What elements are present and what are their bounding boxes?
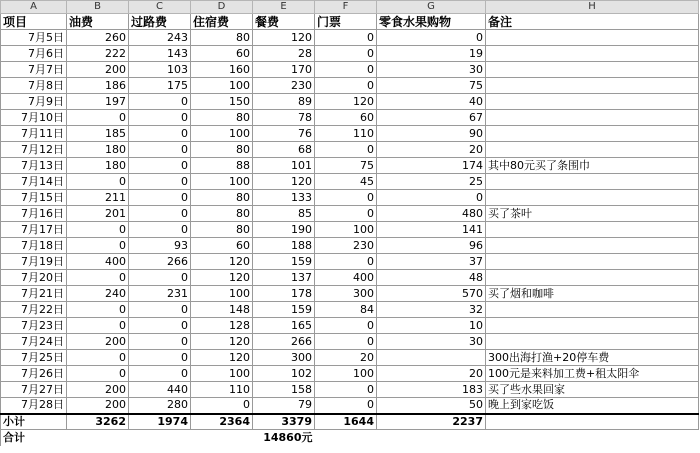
column-header-g[interactable]: G [377,1,486,14]
table-row [1,190,699,206]
total-label[interactable]: 合计 [1,430,67,446]
snacks-cell[interactable]: 30 [377,62,486,78]
note-cell[interactable]: 买了茶叶 [486,206,699,222]
oil-cell[interactable]: 180 [67,158,129,174]
date-cell[interactable]: 7月18日 [1,238,67,254]
table-row [1,110,699,126]
toll-cell[interactable]: 0 [129,158,191,174]
header-ticket[interactable]: 门票 [315,14,377,30]
ticket-cell[interactable]: 0 [315,206,377,222]
date-cell[interactable]: 7月25日 [1,350,67,366]
toll-cell[interactable]: 0 [129,190,191,206]
date-cell[interactable]: 7月26日 [1,366,67,382]
table-row [1,206,699,222]
toll-cell[interactable]: 0 [129,110,191,126]
column-header-h[interactable]: H [486,1,699,14]
lodging-cell[interactable]: 0 [191,398,253,414]
oil-cell[interactable]: 200 [67,334,129,350]
food-cell[interactable]: 76 [253,126,315,142]
lodging-cell[interactable]: 120 [191,350,253,366]
ticket-cell[interactable]: 0 [315,30,377,46]
date-cell[interactable]: 7月28日 [1,398,67,414]
note-cell[interactable] [486,238,699,254]
ticket-cell[interactable]: 84 [315,302,377,318]
table-row [1,62,699,78]
ticket-cell[interactable]: 20 [315,350,377,366]
snacks-cell[interactable]: 0 [377,30,486,46]
ticket-cell[interactable]: 120 [315,94,377,110]
header-oil[interactable]: 油费 [67,14,129,30]
food-cell[interactable]: 120 [253,30,315,46]
oil-cell[interactable]: 186 [67,78,129,94]
table-row [1,30,699,46]
toll-cell[interactable]: 0 [129,366,191,382]
ticket-cell[interactable]: 300 [315,286,377,302]
header-snacks[interactable]: 零食水果购物 [377,14,486,30]
subtotal-toll[interactable]: 1974 [129,414,191,430]
lodging-cell[interactable]: 120 [191,270,253,286]
food-cell[interactable]: 158 [253,382,315,398]
oil-cell[interactable]: 0 [67,110,129,126]
toll-cell[interactable]: 0 [129,334,191,350]
snacks-cell[interactable]: 96 [377,238,486,254]
table-row [1,270,699,286]
toll-cell[interactable]: 175 [129,78,191,94]
snacks-cell[interactable]: 480 [377,206,486,222]
empty-cell[interactable] [191,430,253,446]
snacks-cell[interactable]: 40 [377,94,486,110]
ticket-cell[interactable]: 0 [315,334,377,350]
toll-cell[interactable]: 0 [129,142,191,158]
toll-cell[interactable]: 440 [129,382,191,398]
food-cell[interactable]: 101 [253,158,315,174]
note-cell[interactable] [486,30,699,46]
table-row [1,142,699,158]
ticket-cell[interactable]: 0 [315,318,377,334]
toll-cell[interactable]: 0 [129,302,191,318]
note-cell[interactable]: 买了些水果回家 [486,382,699,398]
date-cell[interactable]: 7月27日 [1,382,67,398]
snacks-cell[interactable]: 30 [377,334,486,350]
food-cell[interactable]: 190 [253,222,315,238]
ticket-cell[interactable]: 0 [315,78,377,94]
subtotal-note[interactable] [486,414,699,430]
snacks-cell[interactable]: 19 [377,46,486,62]
table-row [1,174,699,190]
lodging-cell[interactable]: 120 [191,334,253,350]
header-toll[interactable]: 过路费 [129,14,191,30]
oil-cell[interactable]: 0 [67,174,129,190]
date-cell[interactable]: 7月24日 [1,334,67,350]
date-cell[interactable]: 7月15日 [1,190,67,206]
food-cell[interactable]: 79 [253,398,315,414]
note-cell[interactable] [486,190,699,206]
table-row [1,238,699,254]
date-cell[interactable]: 7月13日 [1,158,67,174]
food-cell[interactable]: 165 [253,318,315,334]
date-cell[interactable]: 7月17日 [1,222,67,238]
food-cell[interactable]: 28 [253,46,315,62]
oil-cell[interactable]: 185 [67,126,129,142]
oil-cell[interactable]: 0 [67,318,129,334]
snacks-cell[interactable]: 75 [377,78,486,94]
toll-cell[interactable]: 0 [129,206,191,222]
food-cell[interactable]: 300 [253,350,315,366]
lodging-cell[interactable]: 150 [191,94,253,110]
toll-cell[interactable]: 0 [129,270,191,286]
table-row [1,382,699,398]
lodging-cell[interactable]: 80 [191,190,253,206]
oil-cell[interactable]: 211 [67,190,129,206]
oil-cell[interactable]: 0 [67,238,129,254]
ticket-cell[interactable]: 60 [315,110,377,126]
table-row [1,254,699,270]
lodging-cell[interactable]: 80 [191,30,253,46]
header-note[interactable]: 备注 [486,14,699,30]
note-cell[interactable]: 晚上到家吃饭 [486,398,699,414]
table-row [1,334,699,350]
note-cell[interactable] [486,110,699,126]
date-cell[interactable]: 7月5日 [1,30,67,46]
snacks-cell[interactable]: 25 [377,174,486,190]
toll-cell[interactable]: 266 [129,254,191,270]
empty-cell[interactable] [67,430,129,446]
column-header-f[interactable]: F [315,1,377,14]
oil-cell[interactable]: 200 [67,398,129,414]
date-cell[interactable]: 7月22日 [1,302,67,318]
oil-cell[interactable]: 200 [67,382,129,398]
oil-cell[interactable]: 0 [67,302,129,318]
column-header-d[interactable]: D [191,1,253,14]
table-row [1,46,699,62]
oil-cell[interactable]: 200 [67,62,129,78]
date-cell[interactable]: 7月9日 [1,94,67,110]
table-row [1,222,699,238]
total-row [1,430,699,446]
snacks-cell[interactable]: 48 [377,270,486,286]
table-row [1,302,699,318]
toll-cell[interactable]: 0 [129,350,191,366]
food-cell[interactable]: 68 [253,142,315,158]
table-row [1,126,699,142]
oil-cell[interactable]: 0 [67,270,129,286]
header-food[interactable]: 餐费 [253,14,315,30]
ticket-cell[interactable]: 0 [315,62,377,78]
note-cell[interactable] [486,334,699,350]
table-row [1,78,699,94]
ticket-cell[interactable]: 0 [315,46,377,62]
lodging-cell[interactable]: 100 [191,366,253,382]
oil-cell[interactable]: 201 [67,206,129,222]
oil-cell[interactable]: 400 [67,254,129,270]
food-cell[interactable]: 137 [253,270,315,286]
lodging-cell[interactable]: 100 [191,286,253,302]
date-cell[interactable]: 7月21日 [1,286,67,302]
food-cell[interactable]: 120 [253,174,315,190]
food-cell[interactable]: 230 [253,78,315,94]
snacks-cell[interactable]: 20 [377,142,486,158]
food-cell[interactable]: 266 [253,334,315,350]
lodging-cell[interactable]: 100 [191,174,253,190]
ticket-cell[interactable]: 100 [315,366,377,382]
date-cell[interactable]: 7月7日 [1,62,67,78]
oil-cell[interactable]: 240 [67,286,129,302]
note-cell[interactable] [486,222,699,238]
table-row [1,318,699,334]
lodging-cell[interactable]: 100 [191,78,253,94]
oil-cell[interactable]: 0 [67,222,129,238]
ticket-cell[interactable]: 0 [315,254,377,270]
note-cell[interactable]: 300出海打渔+20停车费 [486,350,699,366]
snacks-cell[interactable]: 174 [377,158,486,174]
toll-cell[interactable]: 103 [129,62,191,78]
date-cell[interactable]: 7月16日 [1,206,67,222]
note-cell[interactable] [486,174,699,190]
toll-cell[interactable]: 0 [129,222,191,238]
lodging-cell[interactable]: 148 [191,302,253,318]
food-cell[interactable]: 170 [253,62,315,78]
table-row [1,286,699,302]
table-row [1,366,699,382]
ticket-cell[interactable]: 400 [315,270,377,286]
oil-cell[interactable]: 0 [67,350,129,366]
snacks-cell[interactable]: 32 [377,302,486,318]
note-cell[interactable] [486,78,699,94]
oil-cell[interactable]: 222 [67,46,129,62]
empty-cell[interactable] [129,430,191,446]
date-cell[interactable]: 7月14日 [1,174,67,190]
toll-cell[interactable]: 243 [129,30,191,46]
food-cell[interactable]: 85 [253,206,315,222]
header-row [1,14,699,30]
subtotal-snacks[interactable]: 2237 [377,414,486,430]
table-row [1,94,699,110]
ticket-cell[interactable]: 0 [315,398,377,414]
toll-cell[interactable]: 280 [129,398,191,414]
lodging-cell[interactable]: 110 [191,382,253,398]
header-lodging[interactable]: 住宿费 [191,14,253,30]
toll-cell[interactable]: 143 [129,46,191,62]
toll-cell[interactable]: 231 [129,286,191,302]
lodging-cell[interactable]: 80 [191,142,253,158]
date-cell[interactable]: 7月6日 [1,46,67,62]
column-header-e[interactable]: E [253,1,315,14]
ticket-cell[interactable]: 110 [315,126,377,142]
oil-cell[interactable]: 260 [67,30,129,46]
date-cell[interactable]: 7月23日 [1,318,67,334]
lodging-cell[interactable]: 88 [191,158,253,174]
note-cell[interactable] [486,142,699,158]
lodging-cell[interactable]: 120 [191,254,253,270]
note-cell[interactable] [486,94,699,110]
ticket-cell[interactable]: 100 [315,222,377,238]
food-cell[interactable]: 159 [253,254,315,270]
toll-cell[interactable]: 0 [129,318,191,334]
table-row [1,350,699,366]
column-header-b[interactable]: B [67,1,129,14]
toll-cell[interactable]: 93 [129,238,191,254]
ticket-cell[interactable]: 75 [315,158,377,174]
subtotal-food[interactable]: 3379 [253,414,315,430]
note-cell[interactable]: 100元是来料加工费+租太阳伞 [486,366,699,382]
date-cell[interactable]: 7月11日 [1,126,67,142]
subtotal-row [1,414,699,430]
food-cell[interactable]: 159 [253,302,315,318]
food-cell[interactable]: 188 [253,238,315,254]
date-cell[interactable]: 7月10日 [1,110,67,126]
snacks-cell[interactable] [377,350,486,366]
snacks-cell[interactable]: 570 [377,286,486,302]
column-letter-row [1,1,699,14]
subtotal-label[interactable]: 小计 [1,414,67,430]
food-cell[interactable]: 102 [253,366,315,382]
subtotal-oil[interactable]: 3262 [67,414,129,430]
note-cell[interactable] [486,62,699,78]
subtotal-ticket[interactable]: 1644 [315,414,377,430]
ticket-cell[interactable]: 0 [315,142,377,158]
food-cell[interactable]: 78 [253,110,315,126]
note-cell[interactable] [486,126,699,142]
lodging-cell[interactable]: 160 [191,62,253,78]
snacks-cell[interactable]: 90 [377,126,486,142]
ticket-cell[interactable]: 0 [315,190,377,206]
snacks-cell[interactable]: 20 [377,366,486,382]
ticket-cell[interactable]: 230 [315,238,377,254]
date-cell[interactable]: 7月12日 [1,142,67,158]
subtotal-lodging[interactable]: 2364 [191,414,253,430]
lodging-cell[interactable]: 80 [191,110,253,126]
snacks-cell[interactable]: 37 [377,254,486,270]
note-cell[interactable] [486,46,699,62]
oil-cell[interactable]: 197 [67,94,129,110]
lodging-cell[interactable]: 80 [191,222,253,238]
snacks-cell[interactable]: 183 [377,382,486,398]
date-cell[interactable]: 7月19日 [1,254,67,270]
table-row [1,158,699,174]
column-header-a[interactable]: A [1,1,67,14]
header-item[interactable]: 项目 [1,14,67,30]
food-cell[interactable]: 89 [253,94,315,110]
note-cell[interactable] [486,270,699,286]
note-cell[interactable] [486,302,699,318]
snacks-cell[interactable]: 50 [377,398,486,414]
date-cell[interactable]: 7月8日 [1,78,67,94]
note-cell[interactable]: 其中80元买了条围巾 [486,158,699,174]
snacks-cell[interactable]: 141 [377,222,486,238]
lodging-cell[interactable]: 60 [191,238,253,254]
date-cell[interactable]: 7月20日 [1,270,67,286]
oil-cell[interactable]: 0 [67,366,129,382]
ticket-cell[interactable]: 45 [315,174,377,190]
column-header-c[interactable]: C [129,1,191,14]
oil-cell[interactable]: 180 [67,142,129,158]
note-cell[interactable] [486,254,699,270]
toll-cell[interactable]: 0 [129,174,191,190]
table-row [1,398,699,414]
food-cell[interactable]: 178 [253,286,315,302]
lodging-cell[interactable]: 100 [191,126,253,142]
snacks-cell[interactable]: 0 [377,190,486,206]
snacks-cell[interactable]: 10 [377,318,486,334]
food-cell[interactable]: 133 [253,190,315,206]
note-cell[interactable]: 买了烟和咖啡 [486,286,699,302]
toll-cell[interactable]: 0 [129,94,191,110]
lodging-cell[interactable]: 80 [191,206,253,222]
ticket-cell[interactable]: 0 [315,382,377,398]
toll-cell[interactable]: 0 [129,126,191,142]
lodging-cell[interactable]: 128 [191,318,253,334]
note-cell[interactable] [486,318,699,334]
snacks-cell[interactable]: 67 [377,110,486,126]
total-value[interactable]: 14860元 [263,430,313,444]
lodging-cell[interactable]: 60 [191,46,253,62]
